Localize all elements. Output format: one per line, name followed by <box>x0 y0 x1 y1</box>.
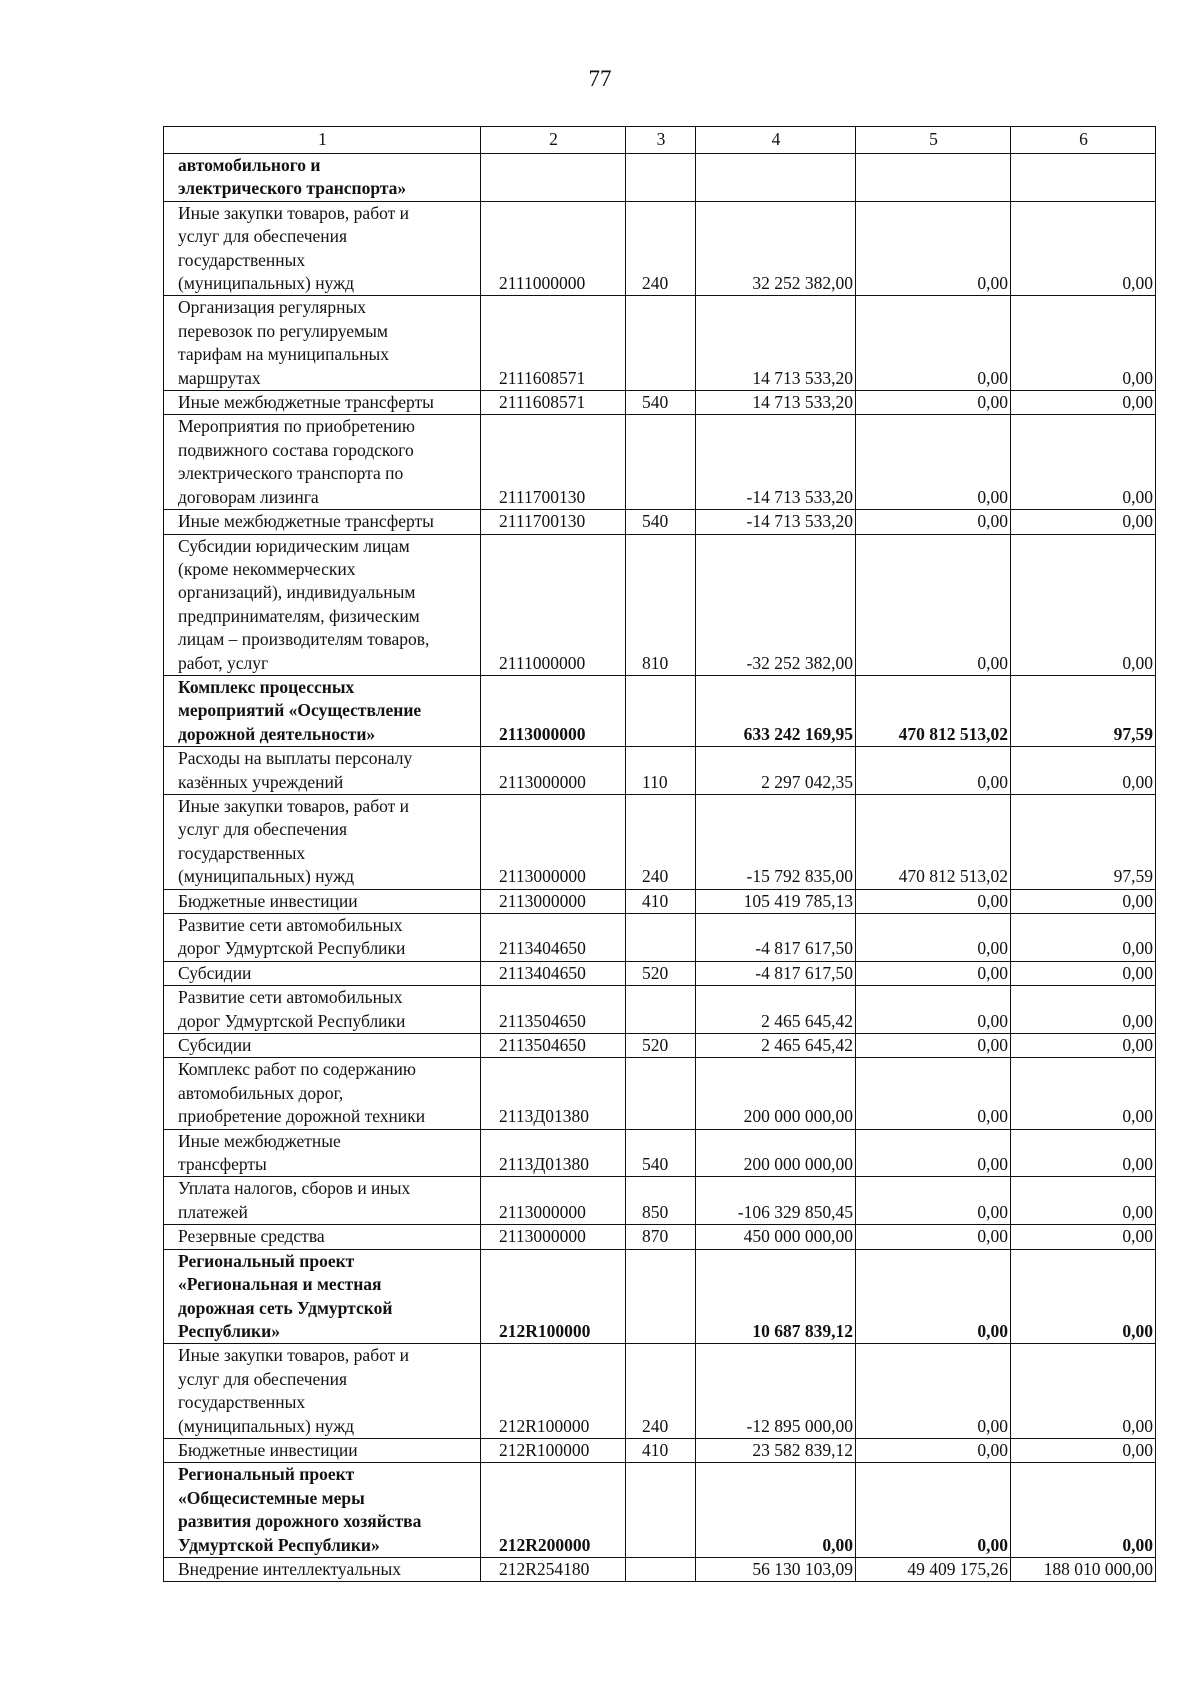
row-value-col5: 0,00 <box>856 1438 1011 1462</box>
row-value-col6: 0,00 <box>1011 201 1156 296</box>
row-value-col5: 0,00 <box>856 1249 1011 1344</box>
row-value-col6: 0,00 <box>1011 534 1156 675</box>
row-value-col5: 0,00 <box>856 889 1011 913</box>
row-value-col4: -32 252 382,00 <box>696 534 856 675</box>
row-value-col4: -106 329 850,45 <box>696 1177 856 1225</box>
row-code-cell: 2111700130 <box>481 415 626 510</box>
table-header-row <box>164 127 1156 154</box>
table-row <box>164 296 1156 391</box>
row-value-col6: 0,00 <box>1011 296 1156 391</box>
row-type-cell: 520 <box>626 961 696 985</box>
row-value-col6 <box>1011 154 1156 202</box>
row-value-col4: -14 713 533,20 <box>696 510 856 534</box>
table-row <box>164 1225 1156 1249</box>
table-row <box>164 391 1156 415</box>
row-type-cell: 540 <box>626 510 696 534</box>
row-value-col5: 0,00 <box>856 510 1011 534</box>
row-value-col6: 0,00 <box>1011 415 1156 510</box>
page-number: 77 <box>588 66 612 91</box>
row-type-cell <box>626 154 696 202</box>
row-value-col5: 0,00 <box>856 1344 1011 1439</box>
row-value-col4: 0,00 <box>696 1463 856 1558</box>
row-value-col6: 97,59 <box>1011 675 1156 746</box>
row-value-col4: 200 000 000,00 <box>696 1058 856 1129</box>
row-type-cell: 540 <box>626 1129 696 1177</box>
row-value-col5: 0,00 <box>856 914 1011 962</box>
row-value-col4: 200 000 000,00 <box>696 1129 856 1177</box>
row-name-cell: Организация регулярных перевозок по регулируемым тарифам на муниципальных маршрутах <box>164 296 481 391</box>
row-code-cell: 2113000000 <box>481 794 626 889</box>
row-name-cell: Резервные средства <box>164 1225 481 1249</box>
table-row <box>164 889 1156 913</box>
table-row <box>164 1129 1156 1177</box>
row-name-cell: Субсидии юридическим лицам (кроме некоммерческих организаций), индивидуальным предпринимателям, физическим лицам – производителям товаров, работ, услуг <box>164 534 481 675</box>
row-value-col6: 0,00 <box>1011 1344 1156 1439</box>
row-code-cell: 212R100000 <box>481 1438 626 1462</box>
row-name-cell: Региональный проект «Общесистемные меры развития дорожного хозяйства Удмуртской Республики» <box>164 1463 481 1558</box>
row-type-cell: 540 <box>626 391 696 415</box>
row-type-cell <box>626 1463 696 1558</box>
row-value-col5: 0,00 <box>856 1463 1011 1558</box>
row-code-cell: 2113000000 <box>481 889 626 913</box>
row-name-cell: Иные межбюджетные трансферты <box>164 1129 481 1177</box>
row-name-cell: Комплекс работ по содержанию автомобильных дорог, приобретение дорожной техники <box>164 1058 481 1129</box>
row-name-cell: Иные межбюджетные трансферты <box>164 510 481 534</box>
row-type-cell: 110 <box>626 747 696 795</box>
row-name-cell: Бюджетные инвестиции <box>164 1438 481 1462</box>
row-value-col4: -12 895 000,00 <box>696 1344 856 1439</box>
row-value-col6: 0,00 <box>1011 889 1156 913</box>
row-value-col5: 0,00 <box>856 534 1011 675</box>
row-value-col6: 0,00 <box>1011 1225 1156 1249</box>
column-header: 1 <box>164 127 481 154</box>
row-type-cell: 520 <box>626 1034 696 1058</box>
row-name-cell: Уплата налогов, сборов и иных платежей <box>164 1177 481 1225</box>
row-value-col4: 2 465 645,42 <box>696 1034 856 1058</box>
row-name-cell: Комплекс процессных мероприятий «Осуществление дорожной деятельности» <box>164 675 481 746</box>
row-code-cell: 2113Д01380 <box>481 1129 626 1177</box>
row-value-col6: 0,00 <box>1011 510 1156 534</box>
row-value-col4: 14 713 533,20 <box>696 296 856 391</box>
row-value-col5: 0,00 <box>856 415 1011 510</box>
row-value-col4 <box>696 154 856 202</box>
row-code-cell: 2111608571 <box>481 391 626 415</box>
row-value-col6: 0,00 <box>1011 1034 1156 1058</box>
table-row <box>164 914 1156 962</box>
table-row <box>164 1249 1156 1344</box>
row-value-col4: -15 792 835,00 <box>696 794 856 889</box>
table-row <box>164 986 1156 1034</box>
row-code-cell: 2111608571 <box>481 296 626 391</box>
row-value-col4: 2 297 042,35 <box>696 747 856 795</box>
row-name-cell: Бюджетные инвестиции <box>164 889 481 913</box>
column-header: 2 <box>481 127 626 154</box>
table-row <box>164 154 1156 202</box>
row-value-col5: 49 409 175,26 <box>856 1557 1011 1581</box>
table-row <box>164 1438 1156 1462</box>
row-type-cell <box>626 1557 696 1581</box>
row-value-col5: 0,00 <box>856 1129 1011 1177</box>
row-value-col5: 0,00 <box>856 1058 1011 1129</box>
table-row <box>164 1344 1156 1439</box>
row-type-cell: 240 <box>626 1344 696 1439</box>
row-type-cell <box>626 296 696 391</box>
row-value-col4: -4 817 617,50 <box>696 961 856 985</box>
row-value-col4: 10 687 839,12 <box>696 1249 856 1344</box>
row-code-cell: 212R200000 <box>481 1463 626 1558</box>
row-value-col4: 32 252 382,00 <box>696 201 856 296</box>
row-value-col6: 0,00 <box>1011 1249 1156 1344</box>
row-value-col5: 0,00 <box>856 1225 1011 1249</box>
row-value-col5: 470 812 513,02 <box>856 675 1011 746</box>
row-type-cell: 850 <box>626 1177 696 1225</box>
row-name-cell: Иные закупки товаров, работ и услуг для обеспечения государственных (муниципальных) нужд <box>164 201 481 296</box>
row-value-col5: 0,00 <box>856 296 1011 391</box>
budget-table <box>163 126 1156 1582</box>
column-header: 3 <box>626 127 696 154</box>
row-code-cell: 2113404650 <box>481 961 626 985</box>
row-value-col6: 0,00 <box>1011 1129 1156 1177</box>
row-type-cell: 240 <box>626 794 696 889</box>
row-code-cell: 2111000000 <box>481 534 626 675</box>
column-header: 6 <box>1011 127 1156 154</box>
row-type-cell: 870 <box>626 1225 696 1249</box>
row-type-cell <box>626 986 696 1034</box>
row-code-cell: 212R100000 <box>481 1249 626 1344</box>
table-row <box>164 1463 1156 1558</box>
row-code-cell <box>481 154 626 202</box>
row-type-cell: 810 <box>626 534 696 675</box>
row-name-cell: Расходы на выплаты персоналу казённых учреждений <box>164 747 481 795</box>
row-value-col6: 0,00 <box>1011 391 1156 415</box>
table-row <box>164 1557 1156 1581</box>
row-name-cell: Субсидии <box>164 1034 481 1058</box>
row-value-col4: 2 465 645,42 <box>696 986 856 1034</box>
row-code-cell: 2113000000 <box>481 675 626 746</box>
table-row <box>164 201 1156 296</box>
row-type-cell <box>626 415 696 510</box>
row-value-col5: 470 812 513,02 <box>856 794 1011 889</box>
row-value-col4: 23 582 839,12 <box>696 1438 856 1462</box>
row-name-cell: Иные закупки товаров, работ и услуг для обеспечения государственных (муниципальных) нужд <box>164 1344 481 1439</box>
row-value-col6: 97,59 <box>1011 794 1156 889</box>
table-row <box>164 675 1156 746</box>
row-name-cell: Субсидии <box>164 961 481 985</box>
row-value-col5: 0,00 <box>856 391 1011 415</box>
row-value-col4: 56 130 103,09 <box>696 1557 856 1581</box>
row-value-col5: 0,00 <box>856 961 1011 985</box>
row-value-col5: 0,00 <box>856 747 1011 795</box>
row-type-cell: 410 <box>626 889 696 913</box>
row-type-cell <box>626 1249 696 1344</box>
row-type-cell <box>626 914 696 962</box>
row-code-cell: 2113Д01380 <box>481 1058 626 1129</box>
row-value-col5: 0,00 <box>856 1034 1011 1058</box>
row-value-col4: -4 817 617,50 <box>696 914 856 962</box>
row-value-col5: 0,00 <box>856 201 1011 296</box>
row-value-col6: 0,00 <box>1011 986 1156 1034</box>
row-value-col6: 0,00 <box>1011 1177 1156 1225</box>
row-code-cell: 2113404650 <box>481 914 626 962</box>
row-name-cell: Иные закупки товаров, работ и услуг для обеспечения государственных (муниципальных) нужд <box>164 794 481 889</box>
row-value-col6: 0,00 <box>1011 1438 1156 1462</box>
row-name-cell: Внедрение интеллектуальных <box>164 1557 481 1581</box>
row-name-cell: Мероприятия по приобретению подвижного состава городского электрического транспорта по договорам лизинга <box>164 415 481 510</box>
row-value-col4: 633 242 169,95 <box>696 675 856 746</box>
row-value-col4: -14 713 533,20 <box>696 415 856 510</box>
row-name-cell: Развитие сети автомобильных дорог Удмуртской Республики <box>164 914 481 962</box>
row-type-cell: 240 <box>626 201 696 296</box>
row-code-cell: 2111700130 <box>481 510 626 534</box>
row-name-cell: Иные межбюджетные трансферты <box>164 391 481 415</box>
table-row <box>164 747 1156 795</box>
row-value-col6: 0,00 <box>1011 914 1156 962</box>
row-name-cell: Развитие сети автомобильных дорог Удмуртской Республики <box>164 986 481 1034</box>
row-code-cell: 2113504650 <box>481 986 626 1034</box>
table-row <box>164 961 1156 985</box>
row-value-col6: 0,00 <box>1011 961 1156 985</box>
row-code-cell: 2113000000 <box>481 1177 626 1225</box>
row-code-cell: 212R254180 <box>481 1557 626 1581</box>
column-header: 4 <box>696 127 856 154</box>
table-row <box>164 1058 1156 1129</box>
table-row <box>164 415 1156 510</box>
row-value-col6: 0,00 <box>1011 1058 1156 1129</box>
table-row <box>164 510 1156 534</box>
row-value-col4: 14 713 533,20 <box>696 391 856 415</box>
table-row <box>164 794 1156 889</box>
row-value-col4: 450 000 000,00 <box>696 1225 856 1249</box>
column-header: 5 <box>856 127 1011 154</box>
row-value-col5 <box>856 154 1011 202</box>
row-type-cell: 410 <box>626 1438 696 1462</box>
row-code-cell: 2113000000 <box>481 1225 626 1249</box>
row-value-col4: 105 419 785,13 <box>696 889 856 913</box>
row-value-col6: 0,00 <box>1011 747 1156 795</box>
row-code-cell: 2113504650 <box>481 1034 626 1058</box>
row-value-col6: 188 010 000,00 <box>1011 1557 1156 1581</box>
row-name-cell: автомобильного и электрического транспорта» <box>164 154 481 202</box>
row-name-cell: Региональный проект «Региональная и местная дорожная сеть Удмуртской Республики» <box>164 1249 481 1344</box>
row-code-cell: 212R100000 <box>481 1344 626 1439</box>
row-code-cell: 2111000000 <box>481 201 626 296</box>
table-row <box>164 1034 1156 1058</box>
table-row <box>164 534 1156 675</box>
row-value-col6: 0,00 <box>1011 1463 1156 1558</box>
row-value-col5: 0,00 <box>856 1177 1011 1225</box>
row-type-cell <box>626 1058 696 1129</box>
row-code-cell: 2113000000 <box>481 747 626 795</box>
row-type-cell <box>626 675 696 746</box>
table-row <box>164 1177 1156 1225</box>
row-value-col5: 0,00 <box>856 986 1011 1034</box>
